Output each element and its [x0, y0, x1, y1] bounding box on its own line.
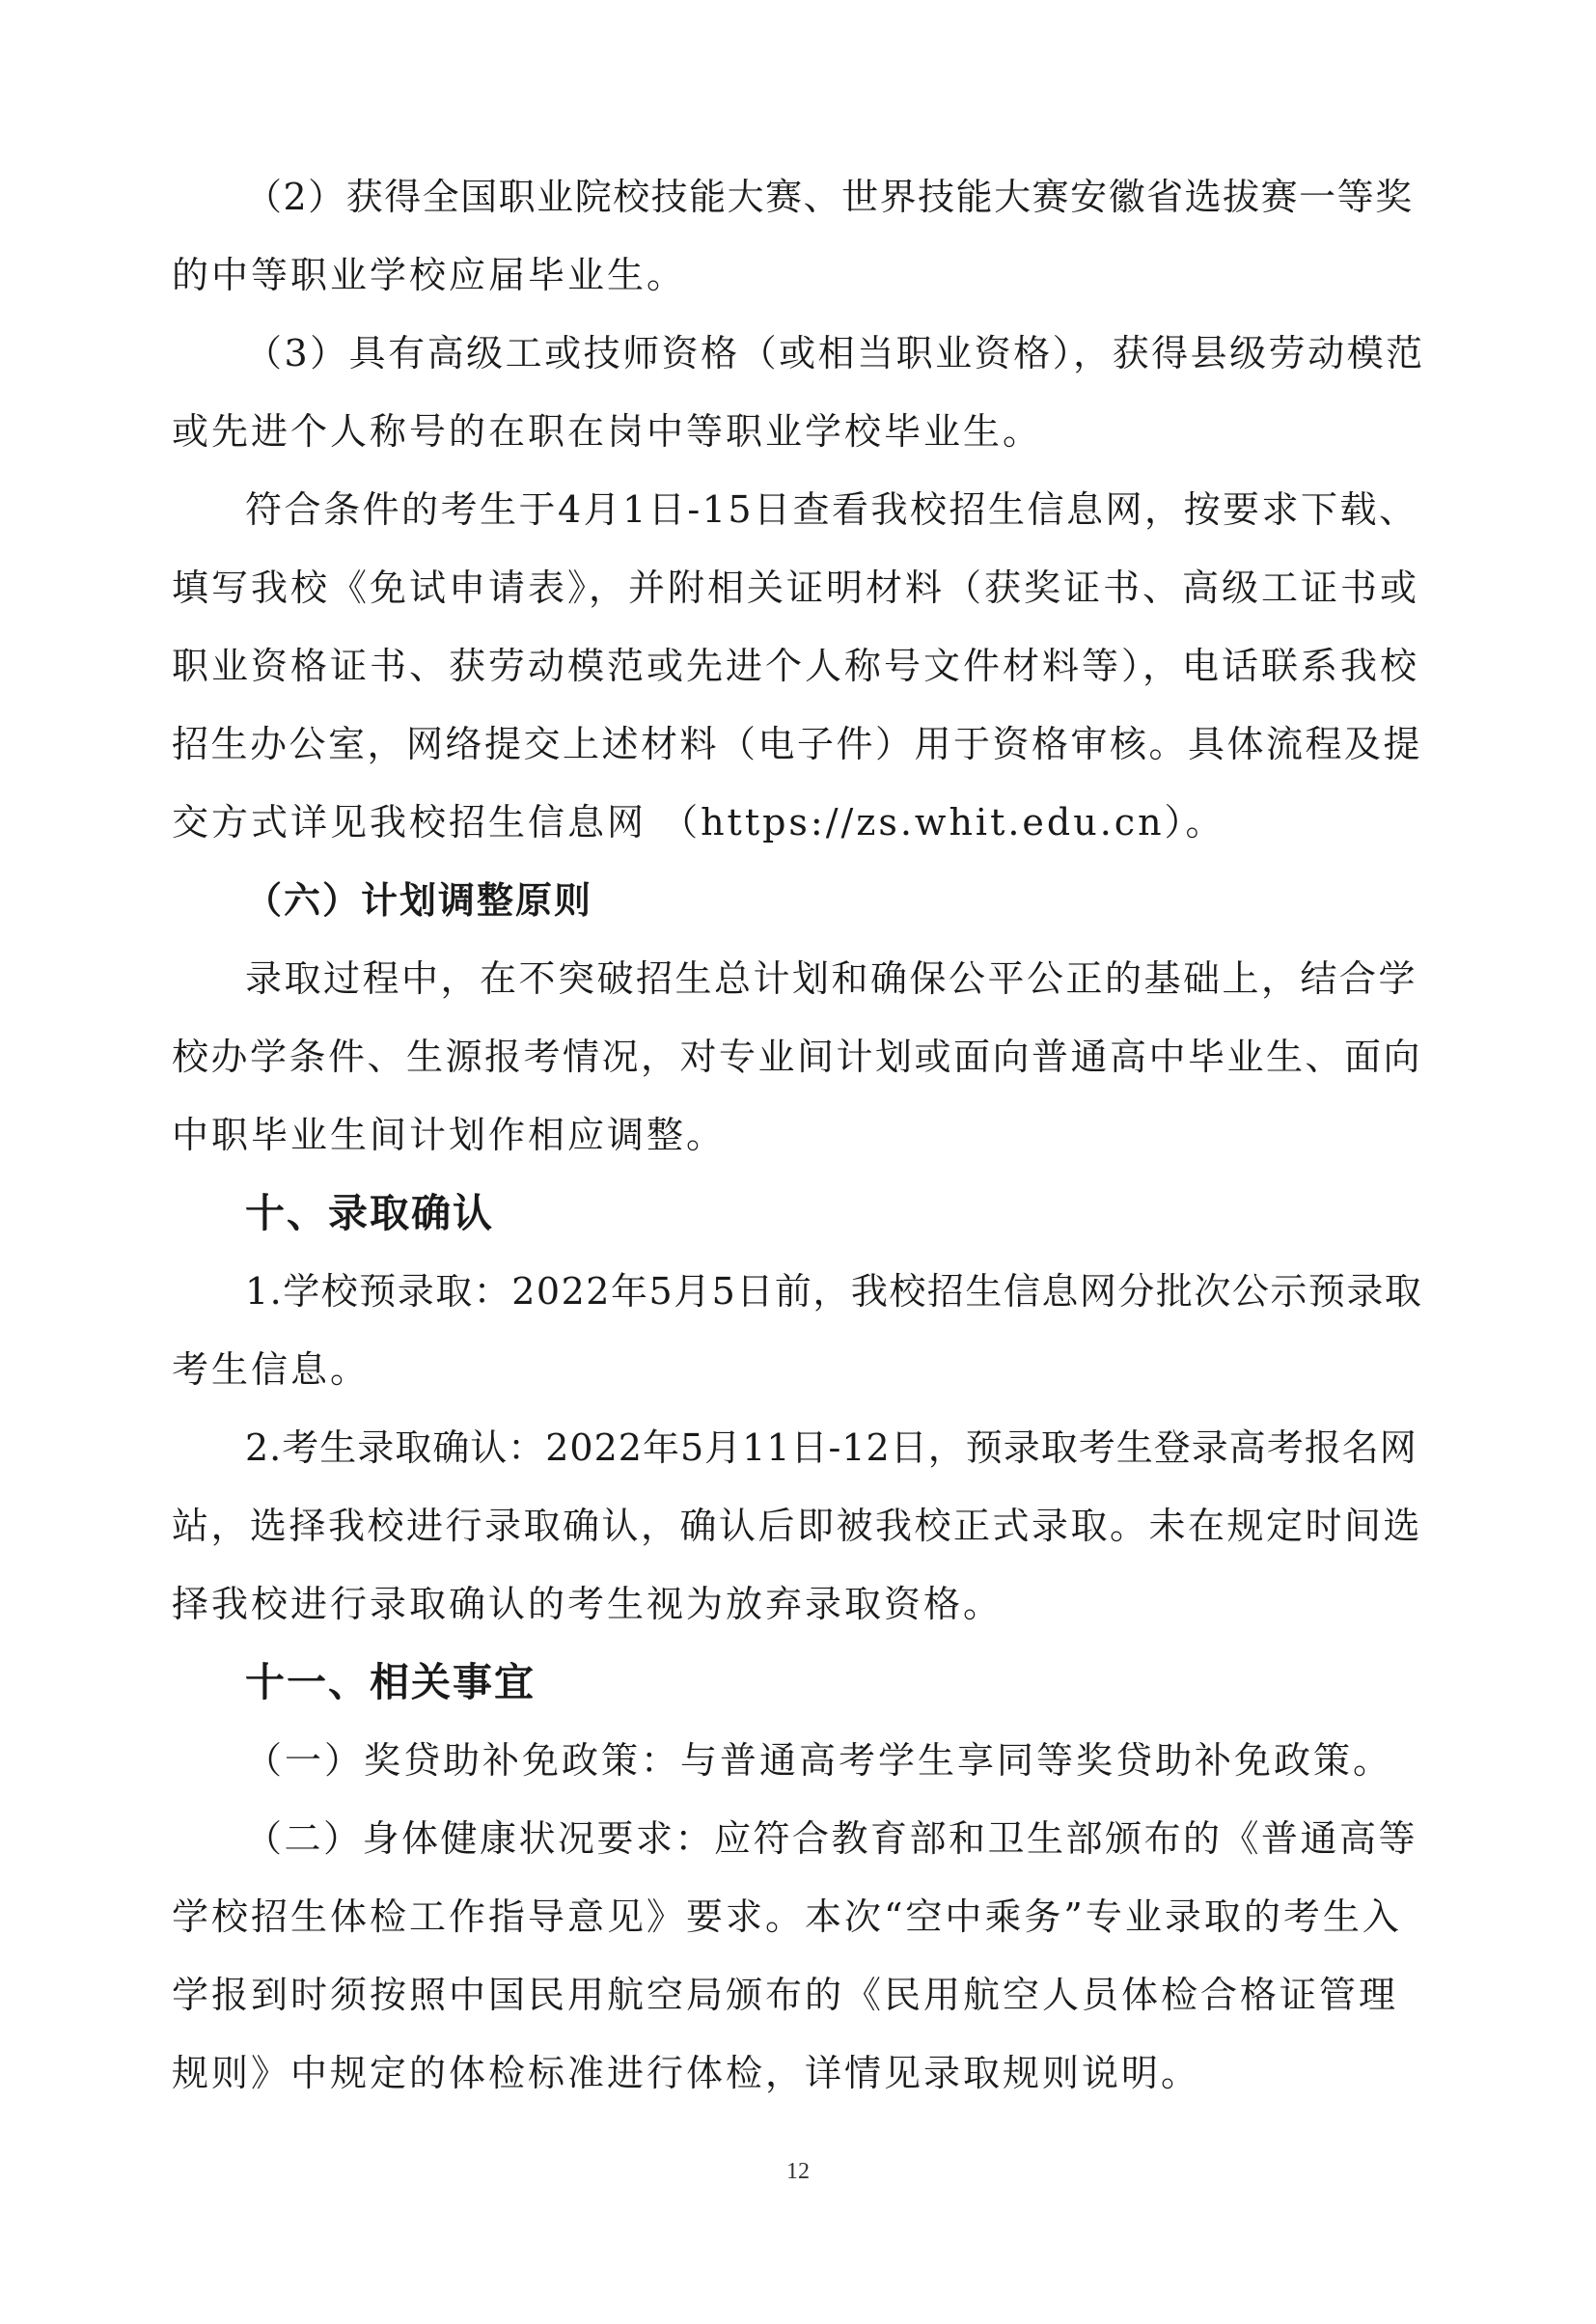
paragraph-line: 的中等职业学校应届毕业生。	[172, 254, 687, 296]
section-heading: 十一、相关事宜	[245, 1659, 536, 1705]
paragraph-line: 校办学条件、生源报考情况，对专业间计划或面向普通高中毕业生、面向	[172, 1036, 1423, 1078]
paragraph-line: （2）获得全国职业院校技能大赛、世界技能大赛安徽省选拔赛一等奖	[245, 176, 1414, 218]
paragraph-line: 或先进个人称号的在职在岗中等职业学校毕业生。	[172, 410, 1043, 453]
paragraph-line: 2.考生录取确认：2022年5月11日-12日，预录取考生登录高考报名网	[245, 1426, 1417, 1469]
paragraph-line: 录取过程中，在不突破招生总计划和确保公平公正的基础上，结合学	[245, 957, 1418, 1000]
paragraph-line: 交方式详见我校招生信息网 （https://zs.whit.edu.cn）。	[172, 801, 1225, 844]
paragraph-line: 学校招生体检工作指导意见》要求。本次“空中乘务”专业录取的考生入	[172, 1895, 1402, 1938]
page-number: 12	[786, 2159, 810, 2184]
paragraph-line: （一）奖贷助补免政策：与普通高考学生享同等奖贷助补免政策。	[245, 1739, 1393, 1782]
paragraph-line: 中职毕业生间计划作相应调整。	[172, 1114, 727, 1156]
paragraph-line: 学报到时须按照中国民用航空局颁布的《民用航空人员体检合格证管理	[172, 1974, 1399, 2016]
section-heading: 十、录取确认	[245, 1190, 494, 1236]
paragraph-line: 1.学校预录取：2022年5月5日前，我校招生信息网分批次公示预录取	[245, 1270, 1423, 1313]
sub-heading: （六）计划调整原则	[245, 879, 593, 922]
paragraph-line: 职业资格证书、获劳动模范或先进个人称号文件材料等），电话联系我校	[172, 645, 1420, 687]
paragraph-line: 考生信息。	[172, 1348, 371, 1391]
paragraph-line: 填写我校《免试申请表》，并附相关证明材料（获奖证书、高级工证书或	[172, 567, 1420, 609]
paragraph-line: 符合条件的考生于4月1日-15日查看我校招生信息网，按要求下载、	[245, 488, 1418, 531]
paragraph-line: 招生办公室，网络提交上述材料（电子件）用于资格审核。具体流程及提	[172, 723, 1423, 765]
paragraph-line: 站，选择我校进行录取确认，确认后即被我校正式录取。未在规定时间选	[172, 1505, 1423, 1547]
paragraph-line: （二）身体健康状况要求：应符合教育部和卫生部颁布的《普通高等	[245, 1817, 1418, 1860]
paragraph-line: 择我校进行录取确认的考生视为放弃录取资格。	[172, 1583, 1004, 1625]
body-text	[172, 158, 1426, 2113]
paragraph-line: 规则》中规定的体检标准进行体检，详情见录取规则说明。	[172, 2052, 1201, 2094]
paragraph-line: （3）具有高级工或技师资格（或相当职业资格），获得县级劳动模范	[245, 332, 1425, 374]
